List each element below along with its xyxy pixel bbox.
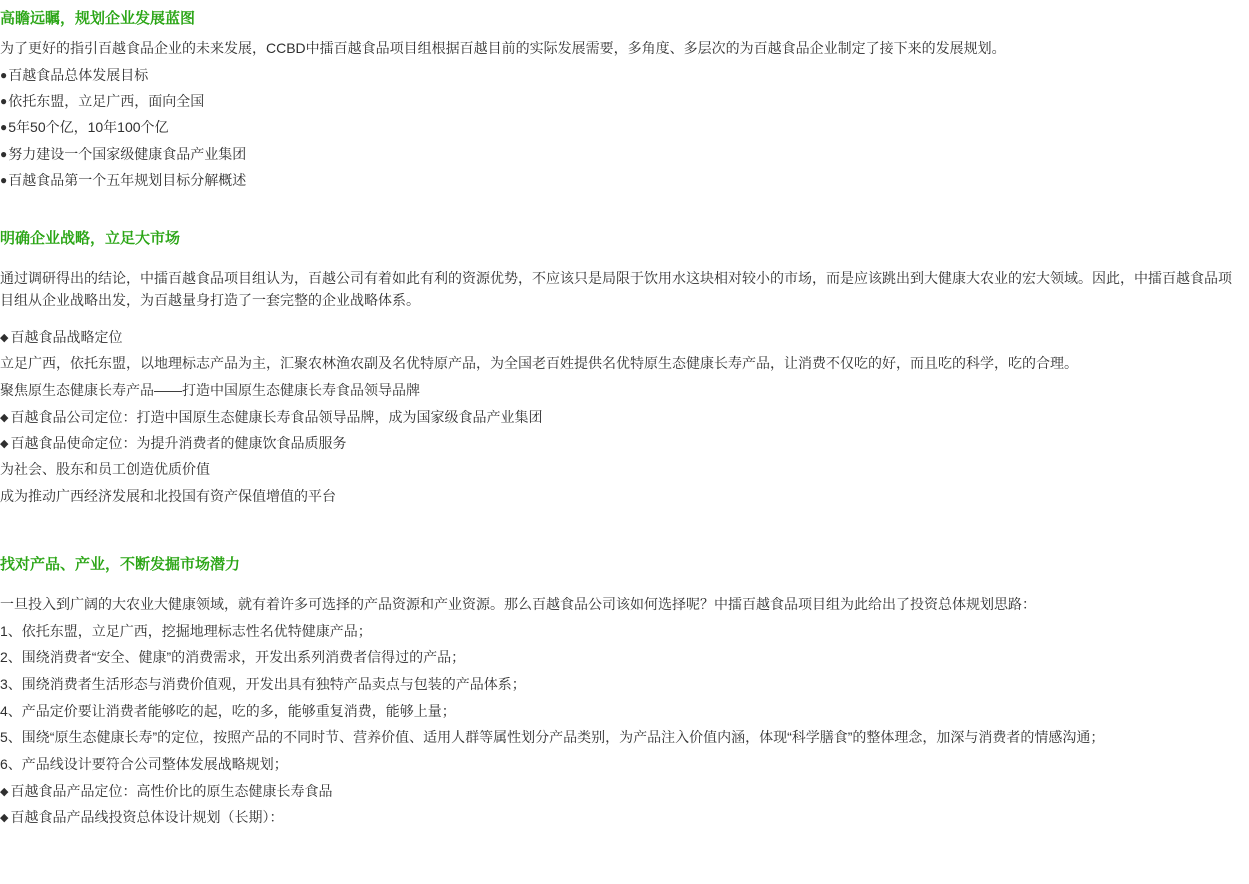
bullet-dot-icon: ●	[0, 146, 8, 161]
strategy-position-label	[0, 326, 1245, 348]
product-position-item	[0, 780, 1245, 802]
bullet-diamond-icon: ◆	[0, 331, 9, 344]
bullet-item	[0, 116, 1245, 138]
mission-line: 成为推动广西经济发展和北投国有资产保值增值的平台	[0, 488, 336, 505]
section-product-industry	[0, 554, 1245, 828]
numbered-item: 2、围绕消费者“安全、健康”的消费需求，开发出系列消费者信得过的产品；	[0, 649, 466, 666]
section-spacer	[0, 196, 1245, 226]
section-enterprise-strategy	[0, 228, 1245, 508]
heading-spacer	[0, 583, 1245, 593]
section-intro-paragraph: 为了更好的指引百越食品企业的未来发展，CCBD中擂百越食品项目组根据百越目前的实际发展需要，多角度、多层次的为百越食品企业制定了接下来的发展规划。	[0, 40, 1006, 56]
section-heading: 明确企业战略，立足大市场	[0, 229, 181, 247]
product-line-plan-text: 百越食品产品线投资总体设计规划（长期）：	[10, 808, 284, 825]
numbered-item: 4、产品定价要让消费者能够吃的起，吃的多，能够重复消费，能够上量；	[0, 702, 456, 719]
bullet-diamond-icon: ◆	[0, 438, 9, 451]
bullet-item	[0, 169, 1245, 191]
section-spacer-extra	[0, 542, 1245, 552]
bullet-diamond-icon: ◆	[0, 411, 9, 424]
strategy-focus: 聚焦原生态健康长寿产品——打造中国原生态健康长寿食品领导品牌	[0, 382, 420, 399]
bullet-diamond-icon: ◆	[0, 811, 9, 824]
mission-position-text: 百越食品使命定位：为提升消费者的健康饮食品质服务	[10, 435, 347, 452]
section-heading: 高瞻远瞩，规划企业发展蓝图	[0, 10, 196, 27]
company-position-text: 百越食品公司定位：打造中国原生态健康长寿食品领导品牌，成为国家级食品产业集团	[10, 408, 543, 425]
mission-line: 为社会、股东和员工创造优质价值	[0, 461, 210, 478]
bullet-label: 百越食品总体发展目标	[8, 66, 149, 83]
section-heading: 找对产品、产业，不断发掘市场潜力	[0, 555, 241, 573]
bullet-item	[0, 90, 1245, 112]
bullet-diamond-icon: ◆	[0, 785, 9, 798]
bullet-item	[0, 143, 1245, 165]
product-position-text: 百越食品产品定位：高性价比的原生态健康长寿食品	[10, 782, 333, 799]
bullet-dot-icon: ●	[0, 173, 8, 188]
product-line-plan-item	[0, 806, 1245, 828]
numbered-item: 5、围绕“原生态健康长寿”的定位，按照产品的不同时节、营养价值、适用人群等属性划分产品类别，为产品注入价值内涵，体现“科学膳食”的整体理念，加深与消费者的情感沟通；	[0, 729, 1105, 746]
strategy-position-text: 百越食品战略定位	[10, 328, 123, 345]
numbered-item: 3、围绕消费者生活形态与消费价值观，开发出具有独特产品卖点与包装的产品体系；	[0, 675, 526, 692]
section-paragraph: 通过调研得出的结论，中擂百越食品项目组认为，百越公司有着如此有利的资源优势，不应该只是局限于饮用水这块相对较小的市场，而是应该跳出到大健康大农业的宏大领域。因此，中擂百越食品项目组从企业战略出发，为百越量身打造了一套完整的企业战略体系。	[0, 269, 1232, 309]
bullet-label: 依托东盟，立足广西，面向全国	[8, 93, 205, 110]
bullet-label: 5年50个亿，10年100个亿	[8, 119, 169, 136]
bullet-label: 百越食品第一个五年规划目标分解概述	[8, 172, 247, 189]
bullet-item	[0, 64, 1245, 86]
strategy-description: 立足广西，依托东盟，以地理标志产品为主，汇聚农林渔农副及名优特原产品，为全国老百姓提供名优特原生态健康长寿产品，让消费不仅吃的好，而且吃的科学，吃的合理。	[0, 355, 1078, 372]
company-position-item	[0, 406, 1245, 428]
section-intro-paragraph: 一旦投入到广阔的大农业大健康领域，就有着许多可选择的产品资源和产业资源。那么百越食品公司该如何选择呢？中擂百越食品项目组为此给出了投资总体规划思路：	[0, 595, 1036, 612]
bullet-dot-icon: ●	[0, 120, 8, 135]
section-spacer	[0, 512, 1245, 542]
bullet-dot-icon: ●	[0, 94, 8, 109]
paragraph-spacer	[0, 316, 1245, 326]
numbered-item: 6、产品线设计要符合公司整体发展战略规划；	[0, 755, 288, 772]
heading-spacer	[0, 257, 1245, 267]
numbered-item: 1、依托东盟，立足广西，挖掘地理标志性名优特健康产品；	[0, 622, 372, 639]
bullet-dot-icon: ●	[0, 67, 8, 82]
section-development-blueprint	[0, 8, 1245, 192]
mission-position-item	[0, 432, 1245, 454]
bullet-label: 努力建设一个国家级健康食品产业集团	[8, 145, 247, 162]
